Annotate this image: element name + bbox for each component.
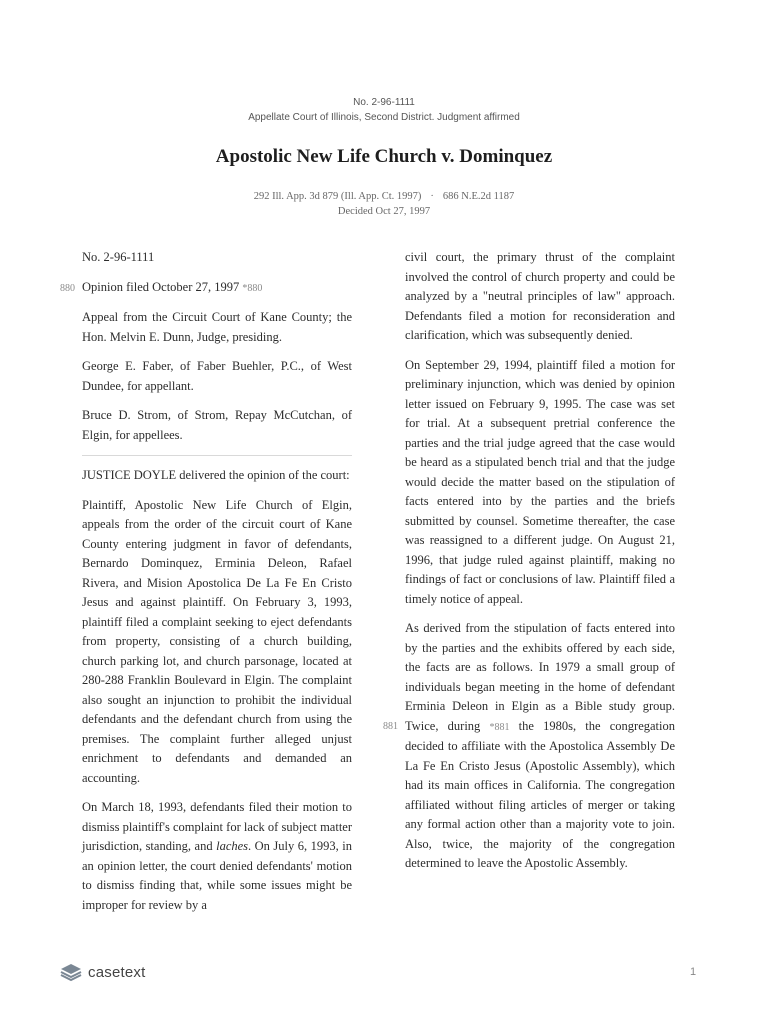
continuation-paragraph: civil court, the primary thrust of the complaint involved the control of church property and could be analyzed by a "neutral principles of law" approach. Defendants filed a motion for reconsideration and clarification, which was subsequently denied. (405, 250, 675, 342)
facts-paragraph-2b: . On July 6, 1993, in an opinion letter, the court denied defendants' motion to dismiss finding that, while some issues might be improper for review by a (82, 839, 352, 912)
court-line: Appellate Court of Illinois, Second District. Judgment affirmed (248, 112, 520, 123)
page-break-881: *881 (489, 721, 510, 733)
facts-paragraph-1: Plaintiff, Apostolic New Life Church of Elgin, appeals from the order of the circuit court of Kane County entering judgment in favor of defendants, Bernardo Dominquez, Erminia Deleon, Rafael Rivera, and Mision Apostolica De La Fe En Cristo Jesus and against plaintiff. On February 3, 1993, plaintiff filed a complaint seeking to eject defendants from property, consisting of a church building, church parking lot, and church parsonage, located at 280-288 Franklin Boulevard in Elgin. The complaint also sought an injunction to prohibit the individual defendants and the defendant church from using the premises. The complaint further alleged unjust enrichment to defendants and demanded an accounting. (82, 497, 352, 785)
case-number: No. 2-96-1111 (353, 97, 415, 108)
section-divider (82, 455, 352, 456)
right-column (383, 248, 675, 884)
page-marker-880[interactable]: 880 (60, 282, 75, 294)
casetext-logo[interactable] (60, 962, 145, 982)
opinion-filed-text: Opinion filed October 27, 1997 (82, 279, 240, 294)
facts-paragraph-2 (82, 798, 352, 915)
page-marker-881[interactable]: 881 (383, 721, 398, 732)
stipulated-facts-paragraph (383, 619, 675, 874)
casetext-stack-icon (60, 962, 82, 982)
opinion-intro: JUSTICE DOYLE delivered the opinion of the court: (82, 468, 350, 482)
opinion-filed-line (60, 278, 352, 299)
citations (0, 191, 768, 202)
page-break-880: *880 (242, 282, 263, 294)
procedural-history-paragraph: On September 29, 1994, plaintiff filed a motion for preliminary injunction, which was denied by opinion letter issued on February 9, 1995. The case was set for trial. At a subsequent pretrial conference the parties and the trial judge agreed that the case would be heard as a stipulated bench trial and that the judge would decide the matter based on the stipulation of facts entered into by the parties and the briefs submitted by counsel. Sometime thereafter, the case was reassigned to a different judge. On August 21, 1996, that judge ruled against plaintiff, making no findings of fact or conclusions of law. Plaintiff filed a timely notice of appeal. (405, 357, 675, 606)
page-number: 1 (690, 966, 697, 978)
case-title: Apostolic New Life Church v. Dominquez (215, 146, 553, 167)
docket-number: No. 2-96-1111 (82, 250, 155, 264)
facts-paragraph-2a: On March 18, 1993, defendants filed their motion to dismiss plaintiff's complaint for lack of subject matter jurisdiction, standing, and (82, 800, 352, 853)
casetext-wordmark: casetext (88, 963, 146, 981)
citation-separator: · (430, 191, 434, 202)
appeal-paragraph: Appeal from the Circuit Court of Kane County; the Hon. Melvin E. Dunn, Judge, presiding. (82, 310, 352, 344)
stipulated-facts-a: As derived from the stipulation of facts entered into by the parties and the exhibits offered by each side, the facts are as follows. In 1979 a small group of individuals began meeting in the home of defendant Erminia Deleon in Elgin as a Bible study group. Twice, during (405, 621, 675, 733)
stipulated-facts-b: the 1980s, the congregation decided to affiliate with the Apostolica Assembly De La Fe En Cristo Jesus (Apostolic Assembly), which had its main offices in California. The congregation affiliated without filing articles of merger or taking any formal action other than a majority vote to join. Also, twice, the majority of the congregation determined to leave the Apostolic Assembly. (405, 718, 675, 870)
left-column (60, 248, 352, 925)
citation-reporter-2[interactable]: 686 N.E.2d 1187 (442, 191, 515, 202)
appellant-counsel: George E. Faber, of Faber Buehler, P.C., of West Dundee, for appellant. (82, 359, 352, 393)
citation-reporter-1[interactable]: 292 Ill. App. 3d 879 (Ill. App. Ct. 1997) (253, 191, 422, 202)
appellee-counsel: Bruce D. Strom, of Strom, Repay McCutchan, of Elgin, for appellees. (82, 408, 352, 442)
laches-italic: laches (216, 839, 249, 853)
decided-date: Decided Oct 27, 1997 (337, 206, 431, 217)
